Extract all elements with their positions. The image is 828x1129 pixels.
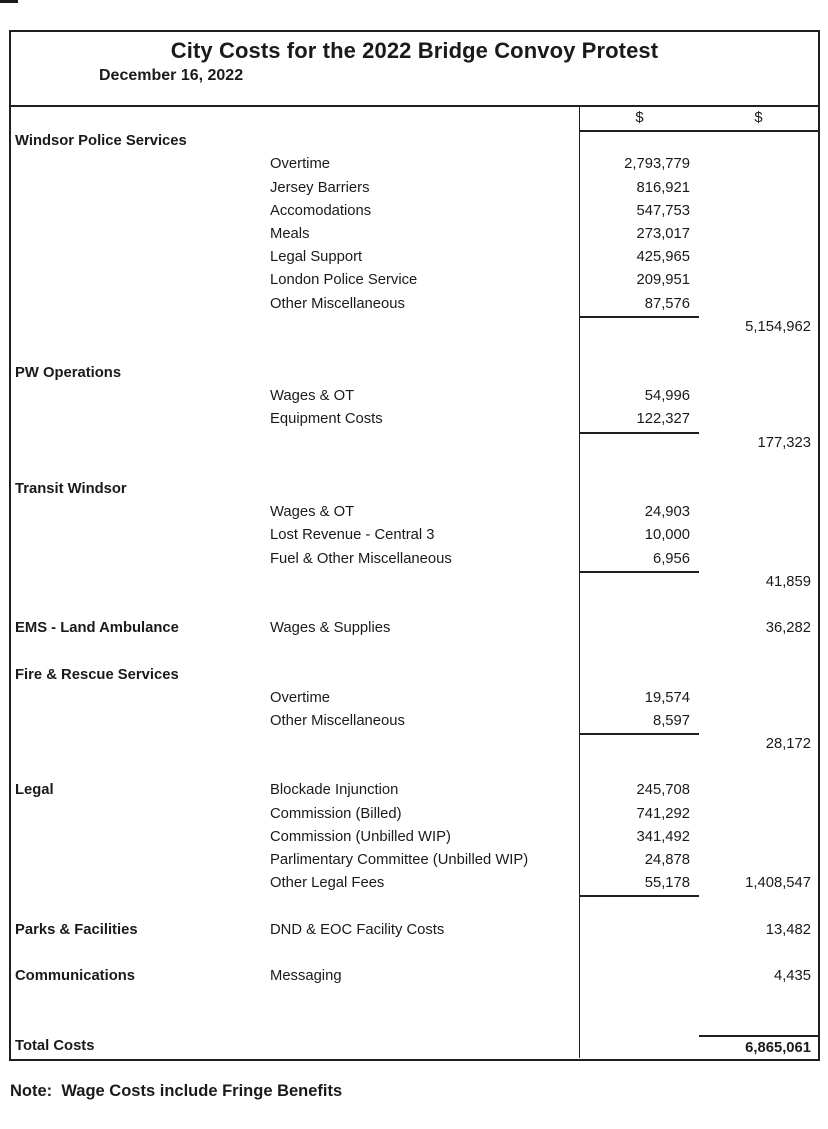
category-label bbox=[11, 177, 270, 200]
amount-col2: 28,172 bbox=[765, 736, 811, 753]
amount-col2 bbox=[699, 849, 818, 872]
item-label: Jersey Barriers bbox=[270, 179, 370, 196]
amount-col1: 425,965 bbox=[579, 246, 699, 269]
column-header-dollar-2: $ bbox=[699, 107, 818, 132]
amount-col2: 13,482 bbox=[765, 921, 811, 938]
category-label bbox=[11, 756, 270, 779]
line-item-row bbox=[11, 246, 818, 269]
category-label bbox=[11, 942, 270, 965]
amount-col2: 5,154,962 bbox=[745, 318, 811, 335]
column-header-dollar-1: $ bbox=[579, 107, 699, 132]
item-label bbox=[270, 1035, 579, 1058]
amount-col2 bbox=[699, 640, 818, 663]
spacer-row bbox=[11, 339, 818, 362]
item-label: Lost Revenue - Central 3 bbox=[270, 527, 435, 544]
amount-col1: 245,708 bbox=[579, 779, 699, 802]
item-label: Wages & OT bbox=[270, 388, 355, 405]
amount-col1 bbox=[579, 664, 699, 687]
item-label bbox=[270, 895, 579, 918]
amount-col1 bbox=[579, 640, 699, 663]
amount-col2 bbox=[699, 895, 818, 918]
category-label: Fire & Rescue Services bbox=[15, 666, 179, 683]
line-item-row bbox=[11, 223, 818, 246]
amount-col2: 41,859 bbox=[765, 573, 811, 590]
spacer-row bbox=[11, 640, 818, 663]
line-item-row bbox=[11, 200, 818, 223]
line-item-row bbox=[11, 385, 818, 408]
category-label bbox=[11, 501, 270, 524]
line-item-row bbox=[11, 177, 818, 200]
amount-col1: 55,178 bbox=[579, 872, 699, 897]
category-label: Communications bbox=[15, 967, 136, 984]
item-label bbox=[270, 756, 579, 779]
item-label: Parlimentary Committee (Unbilled WIP) bbox=[270, 852, 529, 868]
category-label bbox=[11, 733, 270, 756]
document-title: City Costs for the 2022 Bridge Convoy Protest bbox=[170, 38, 659, 63]
amount-col1: 816,921 bbox=[579, 177, 699, 200]
item-label: Wages & Supplies bbox=[270, 620, 391, 637]
amount-col2 bbox=[699, 153, 818, 176]
amount-col2 bbox=[699, 177, 818, 200]
category-label bbox=[11, 548, 270, 573]
section-category-row bbox=[11, 130, 818, 153]
category-label: Transit Windsor bbox=[15, 481, 127, 497]
line-item-row bbox=[11, 872, 818, 895]
category-label bbox=[11, 640, 270, 663]
category-label bbox=[11, 200, 270, 223]
amount-col1: 24,878 bbox=[579, 849, 699, 872]
total-row bbox=[11, 1035, 818, 1058]
amount-col1: 54,996 bbox=[579, 385, 699, 408]
amount-col2 bbox=[699, 200, 818, 223]
amount-col1: 87,576 bbox=[579, 293, 699, 318]
item-label bbox=[270, 1011, 579, 1034]
amount-col1 bbox=[579, 130, 699, 153]
amount-col1: 6,956 bbox=[579, 548, 699, 573]
line-item-row bbox=[11, 687, 818, 710]
amount-col2 bbox=[699, 1011, 818, 1034]
amount-col1: 8,597 bbox=[579, 710, 699, 735]
amount-col2: 1,408,547 bbox=[745, 875, 811, 892]
item-label: Blockade Injunction bbox=[270, 782, 399, 799]
category-label bbox=[11, 1011, 270, 1034]
section-category-row bbox=[11, 362, 818, 385]
amount-col1: 741,292 bbox=[579, 803, 699, 826]
amount-col2 bbox=[699, 687, 818, 710]
category-label bbox=[11, 316, 270, 339]
amount-col2 bbox=[699, 362, 818, 385]
amount-col2 bbox=[699, 223, 818, 246]
amount-col1: 209,951 bbox=[579, 269, 699, 292]
category-label bbox=[11, 524, 270, 547]
amount-col2: 4,435 bbox=[773, 967, 811, 984]
item-label bbox=[270, 339, 579, 362]
amount-col2 bbox=[699, 408, 818, 433]
item-label: Overtime bbox=[270, 156, 331, 173]
category-label bbox=[11, 455, 270, 478]
category-label bbox=[11, 269, 270, 292]
line-item-row bbox=[11, 153, 818, 176]
category-label: Windsor Police Services bbox=[15, 133, 187, 150]
section-subtotal-row bbox=[11, 316, 818, 339]
item-label: London Police Service bbox=[270, 272, 418, 289]
amount-col1 bbox=[579, 733, 699, 756]
amount-col2 bbox=[699, 664, 818, 687]
spacer-row bbox=[11, 988, 818, 1011]
line-item-row bbox=[11, 710, 818, 733]
spacer-row bbox=[11, 895, 818, 918]
amount-col1 bbox=[579, 571, 699, 594]
amount-col1: 341,492 bbox=[579, 826, 699, 849]
spacer-row bbox=[11, 455, 818, 478]
category-label bbox=[11, 872, 270, 897]
item-label bbox=[270, 733, 579, 756]
item-label: Messaging bbox=[270, 967, 342, 984]
item-label: Overtime bbox=[270, 689, 331, 706]
amount-col1 bbox=[579, 316, 699, 339]
line-item-row bbox=[11, 919, 818, 942]
item-label bbox=[270, 478, 579, 501]
category-label bbox=[11, 594, 270, 617]
item-label: Commission (Billed) bbox=[270, 805, 402, 822]
section-subtotal-row bbox=[11, 432, 818, 455]
amount-col1: 547,753 bbox=[579, 200, 699, 223]
category-label bbox=[11, 246, 270, 269]
amount-col1 bbox=[579, 1011, 699, 1034]
line-item-row bbox=[11, 803, 818, 826]
line-item-row bbox=[11, 617, 818, 640]
category-label bbox=[11, 988, 270, 1011]
item-label: Wages & OT bbox=[270, 504, 355, 521]
item-label: Other Miscellaneous bbox=[270, 712, 405, 729]
category-label: Legal bbox=[15, 782, 54, 799]
item-label bbox=[270, 432, 579, 455]
category-label bbox=[11, 153, 270, 176]
amount-col2 bbox=[699, 803, 818, 826]
amount-col2: 6,865,061 bbox=[699, 1035, 818, 1058]
amount-col1 bbox=[579, 617, 699, 640]
section-subtotal-row bbox=[11, 571, 818, 594]
item-label: Accomodations bbox=[270, 202, 372, 219]
amount-col1 bbox=[579, 339, 699, 362]
item-label: Fuel & Other Miscellaneous bbox=[270, 550, 452, 567]
spacer-row bbox=[11, 1011, 818, 1034]
category-label bbox=[11, 385, 270, 408]
amount-col2 bbox=[699, 293, 818, 318]
amount-col1 bbox=[579, 1035, 699, 1058]
table-title-block bbox=[11, 32, 818, 107]
amount-col1: 24,903 bbox=[579, 501, 699, 524]
category-label bbox=[11, 803, 270, 826]
line-item-row bbox=[11, 293, 818, 316]
item-label: Other Legal Fees bbox=[270, 875, 385, 892]
item-label bbox=[270, 640, 579, 663]
item-label: DND & EOC Facility Costs bbox=[270, 921, 445, 938]
item-label bbox=[270, 571, 579, 594]
amount-col2 bbox=[699, 455, 818, 478]
cost-table bbox=[9, 30, 820, 1061]
item-label: Commission (Unbilled WIP) bbox=[270, 828, 451, 845]
amount-col1 bbox=[579, 965, 699, 988]
amount-col1: 10,000 bbox=[579, 524, 699, 547]
item-label bbox=[270, 455, 579, 478]
amount-col2 bbox=[699, 548, 818, 573]
amount-col1 bbox=[579, 895, 699, 918]
amount-col2 bbox=[699, 478, 818, 501]
line-item-row bbox=[11, 548, 818, 571]
category-label bbox=[11, 571, 270, 594]
amount-col2 bbox=[699, 826, 818, 849]
item-label: Equipment Costs bbox=[270, 411, 383, 428]
footnote: Note: Wage Costs include Fringe Benefits bbox=[10, 1082, 343, 1100]
item-label bbox=[270, 664, 579, 687]
amount-col2 bbox=[699, 710, 818, 735]
amount-col1: 273,017 bbox=[579, 223, 699, 246]
category-label bbox=[11, 408, 270, 433]
line-item-row bbox=[11, 501, 818, 524]
item-label bbox=[270, 942, 579, 965]
amount-col2 bbox=[699, 130, 818, 153]
line-item-row bbox=[11, 965, 818, 988]
amount-col1 bbox=[579, 988, 699, 1011]
category-label: EMS - Land Ambulance bbox=[15, 620, 179, 637]
item-label: Meals bbox=[270, 225, 310, 242]
line-item-row bbox=[11, 524, 818, 547]
spacer-cell bbox=[270, 107, 579, 132]
item-label bbox=[270, 594, 579, 617]
section-subtotal-row bbox=[11, 733, 818, 756]
amount-col1 bbox=[579, 919, 699, 942]
amount-col2 bbox=[699, 246, 818, 269]
category-label bbox=[11, 826, 270, 849]
category-label bbox=[11, 293, 270, 318]
amount-col2: 177,323 bbox=[757, 434, 811, 451]
line-item-row bbox=[11, 849, 818, 872]
category-label bbox=[11, 687, 270, 710]
amount-col1: 122,327 bbox=[579, 408, 699, 433]
category-label bbox=[11, 895, 270, 918]
scan-artifact bbox=[0, 0, 18, 3]
line-item-row bbox=[11, 826, 818, 849]
item-label: Legal Support bbox=[270, 249, 363, 266]
category-label: PW Operations bbox=[15, 365, 122, 382]
amount-col2 bbox=[699, 524, 818, 547]
spacer-row bbox=[11, 942, 818, 965]
item-label: Other Miscellaneous bbox=[270, 295, 405, 312]
amount-col1 bbox=[579, 756, 699, 779]
spacer-row bbox=[11, 756, 818, 779]
category-label bbox=[11, 710, 270, 735]
item-label bbox=[270, 362, 579, 385]
category-label bbox=[11, 432, 270, 455]
amount-col2 bbox=[699, 385, 818, 408]
category-label bbox=[11, 849, 270, 872]
amount-col1 bbox=[579, 942, 699, 965]
spacer-cell bbox=[11, 107, 270, 132]
amount-col2 bbox=[699, 779, 818, 802]
amount-col2 bbox=[699, 594, 818, 617]
amount-col2 bbox=[699, 756, 818, 779]
category-label bbox=[11, 339, 270, 362]
line-item-row bbox=[11, 408, 818, 431]
amount-col2 bbox=[699, 339, 818, 362]
category-label: Parks & Facilities bbox=[15, 921, 138, 938]
amount-col2 bbox=[699, 501, 818, 524]
item-label bbox=[270, 130, 579, 153]
table-body bbox=[11, 107, 818, 1058]
category-label bbox=[11, 223, 270, 246]
amount-col2: 36,282 bbox=[765, 620, 811, 637]
item-label bbox=[270, 316, 579, 339]
section-category-row bbox=[11, 478, 818, 501]
spacer-row bbox=[11, 594, 818, 617]
line-item-row bbox=[11, 269, 818, 292]
document-date: December 16, 2022 bbox=[99, 67, 244, 84]
amount-col1: 19,574 bbox=[579, 687, 699, 710]
amount-col1 bbox=[579, 362, 699, 385]
item-label bbox=[270, 988, 579, 1011]
amount-col1: 2,793,779 bbox=[579, 153, 699, 176]
amount-col2 bbox=[699, 269, 818, 292]
amount-col1 bbox=[579, 455, 699, 478]
amount-col1 bbox=[579, 594, 699, 617]
amount-col2 bbox=[699, 988, 818, 1011]
amount-col1 bbox=[579, 478, 699, 501]
line-item-row bbox=[11, 779, 818, 802]
column-header-row bbox=[11, 107, 818, 130]
amount-col1 bbox=[579, 432, 699, 455]
category-label: Total Costs bbox=[15, 1037, 95, 1054]
section-category-row bbox=[11, 664, 818, 687]
amount-col2 bbox=[699, 942, 818, 965]
